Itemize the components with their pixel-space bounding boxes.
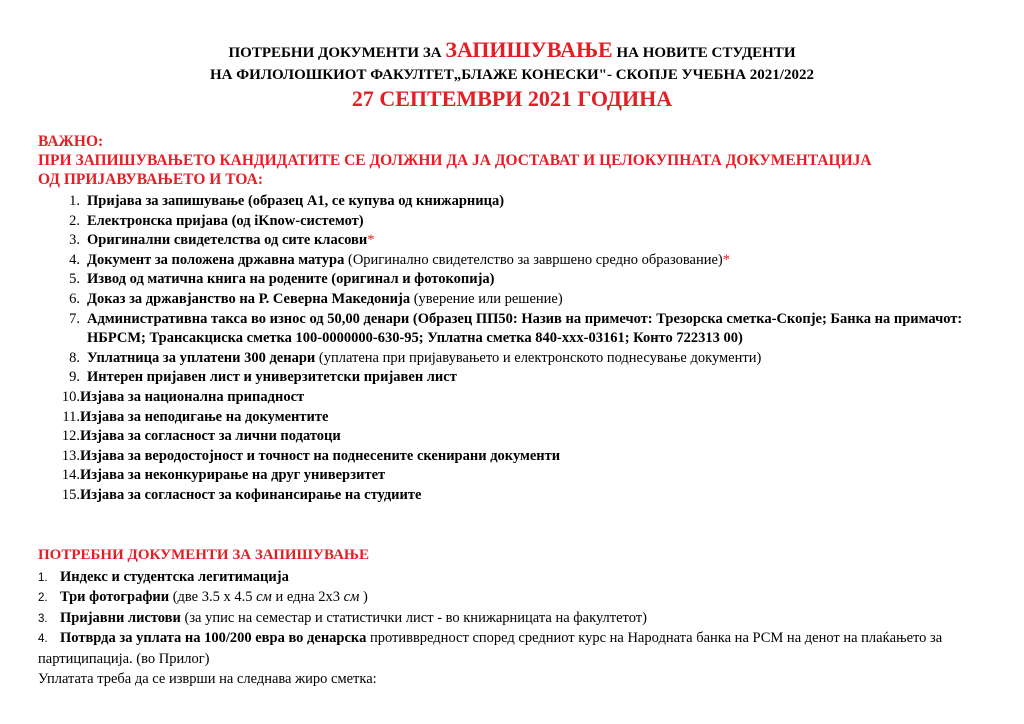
list-item xyxy=(38,427,998,447)
item-text xyxy=(80,408,998,428)
item-text xyxy=(80,388,998,408)
header-line-1 xyxy=(0,38,1024,65)
list-item xyxy=(38,408,998,428)
item-number: 13. xyxy=(61,447,80,464)
item-text xyxy=(87,270,998,290)
item-text xyxy=(80,466,998,486)
asterisk: * xyxy=(367,232,375,249)
item-detail: (уверение или решение) xyxy=(410,290,563,307)
enrollment-section xyxy=(38,546,998,689)
list-item xyxy=(38,447,998,467)
item-number: 15. xyxy=(61,486,80,503)
item-bold-text: Изјава за неконкурирање на друг универзитет xyxy=(80,467,386,484)
list-item xyxy=(38,486,998,506)
item-number: 2. xyxy=(69,212,80,229)
note-line-1: ВАЖНО: xyxy=(38,133,104,150)
list-item xyxy=(38,588,998,609)
item-number: 3. xyxy=(69,232,80,249)
item-text: Потврда за уплата на 100/200 евра во денарска xyxy=(60,630,367,647)
item-bold-text: Изјава за национална припадност xyxy=(80,388,305,405)
item-bold-text: Административна такса во износ од 50,00 денари (Образец ПП50: Назив на примечот: Трезорска сметка-Скопје; Банка на примачот: НБРСМ; Трансакциска сметка 100-0000000-630-95; Уплатна сметка 840-ххх-03161; Конто 722313 00) xyxy=(87,310,963,347)
item-detail: (за упис на семестар и статистички лист - во книжарницата на факултетот) xyxy=(180,609,647,626)
item-detail: противвредност според средниот курс на Народната банка на РСМ на денот на плаќањето за партиципација. (во Прилог) xyxy=(38,630,943,667)
item-number: 14. xyxy=(61,467,80,484)
list-item xyxy=(38,192,998,212)
important-note xyxy=(38,132,998,189)
item-number: 1. xyxy=(69,193,80,209)
item-bold-text: Интерен пријавен лист и универзитетски пријавен лист xyxy=(87,369,457,386)
item-text xyxy=(87,251,998,271)
item-text xyxy=(87,290,998,310)
item-bold-text: Изјава за согласност за лични податоци xyxy=(80,428,341,445)
note-line-2: ПРИ ЗАПИШУВАЊЕТО КАНДИДАТИТЕ СЕ ДОЛЖНИ ДА ЈА ДОСТАВАТ И ЦЕЛОКУПНАТА ДОКУМЕНТАЦИЈА xyxy=(38,152,872,169)
item-text xyxy=(80,447,998,467)
item-detail: (Оригинално свидетелство за завршено средно образование) xyxy=(344,251,723,268)
list-item xyxy=(38,290,998,310)
item-number: 4. xyxy=(69,251,80,268)
item-text: Пријавни листови xyxy=(60,609,181,626)
document-header xyxy=(0,38,1024,113)
item-text xyxy=(87,310,998,349)
item-bold-text: Изјава за веродостојност и точност на поднесените скенирани документи xyxy=(80,447,561,464)
item-number: 3. xyxy=(38,612,48,625)
item-text xyxy=(87,231,998,251)
item-bold-text: Извод од матична книга на родените (оригинал и фотокопија) xyxy=(87,271,495,288)
list-item xyxy=(38,251,998,271)
item-number: 10. xyxy=(61,388,80,405)
item-text xyxy=(80,427,998,447)
list-item xyxy=(38,310,998,349)
item-bold-text: Документ за положена државна матура xyxy=(87,251,345,268)
list-item xyxy=(38,629,998,669)
item-bold-text: Доказ за државјанство на Р. Северна Македонија xyxy=(87,290,411,307)
header-highlight: ЗАПИШУВАЊЕ xyxy=(445,37,613,62)
unit-text: см xyxy=(343,589,360,606)
item-number: 6. xyxy=(69,290,80,307)
item-number: 2. xyxy=(38,592,48,605)
item-number: 7. xyxy=(69,310,80,327)
item-number: 5. xyxy=(69,271,80,288)
item-bold-text: Пријава за запишување (образец А1, се купува од книжарница) xyxy=(87,193,505,209)
list-item xyxy=(38,231,998,251)
list-item xyxy=(38,349,998,369)
item-text xyxy=(87,192,998,212)
item-text: Индекс и студентска легитимација xyxy=(60,568,289,585)
item-bold-text: Уплатница за уплатени 300 денари xyxy=(87,349,316,366)
list-item xyxy=(38,609,998,630)
payment-note: Уплатата треба да се изврши на следнава жиро сметка: xyxy=(38,670,377,687)
item-number: 12. xyxy=(61,428,80,445)
list-item xyxy=(38,212,998,232)
item-text: Три фотографии xyxy=(60,589,170,606)
list-item xyxy=(38,568,998,589)
item-number: 4. xyxy=(38,633,48,646)
item-text xyxy=(87,349,998,369)
item-number: 8. xyxy=(69,349,80,366)
item-bold-text: Изјава за согласност за кофинансирање на студиите xyxy=(80,486,422,503)
header-line-2: НА ФИЛОЛОШКИОТ ФАКУЛТЕТ„БЛАЖЕ КОНЕСКИ"- СКОПЈЕ УЧЕБНА 2021/2022 xyxy=(210,67,814,83)
item-text xyxy=(87,212,998,232)
item-detail: (уплатена при пријавувањето и електронското поднесување документи) xyxy=(315,349,762,366)
item-text xyxy=(80,486,998,506)
item-bold-text: Изјава за неподигање на документите xyxy=(80,408,329,425)
item-detail: ) xyxy=(359,589,368,606)
item-bold-text: Електронска пријава (од iKnow-системот) xyxy=(87,212,364,229)
item-bold-text: Оригинални свидетелства од сите класови xyxy=(87,232,368,249)
note-line-3: ОД ПРИЈАВУВАЊЕТО И ТОА: xyxy=(38,171,263,188)
list-item xyxy=(38,388,998,408)
item-detail: (две 3.5 х 4.5 xyxy=(169,589,257,606)
list-item xyxy=(38,466,998,486)
asterisk: * xyxy=(722,251,731,268)
documents-list xyxy=(38,192,998,506)
item-number: 9. xyxy=(69,369,80,386)
list-item xyxy=(38,270,998,290)
item-number: 11. xyxy=(62,408,80,425)
list-item xyxy=(38,368,998,388)
item-text xyxy=(87,368,998,388)
header-line-1-pre: ПОТРЕБНИ ДОКУМЕНТИ ЗА xyxy=(228,45,446,61)
section-title: ПОТРЕБНИ ДОКУМЕНТИ ЗА ЗАПИШУВАЊЕ xyxy=(38,547,369,563)
header-date: 27 СЕПТЕМВРИ 2021 ГОДИНА xyxy=(351,86,673,111)
unit-text: см xyxy=(256,589,272,606)
header-line-1-post: НА НОВИТЕ СТУДЕНТИ xyxy=(612,45,796,61)
item-detail: и една 2х3 xyxy=(271,589,344,606)
item-number: 1. xyxy=(38,571,48,584)
